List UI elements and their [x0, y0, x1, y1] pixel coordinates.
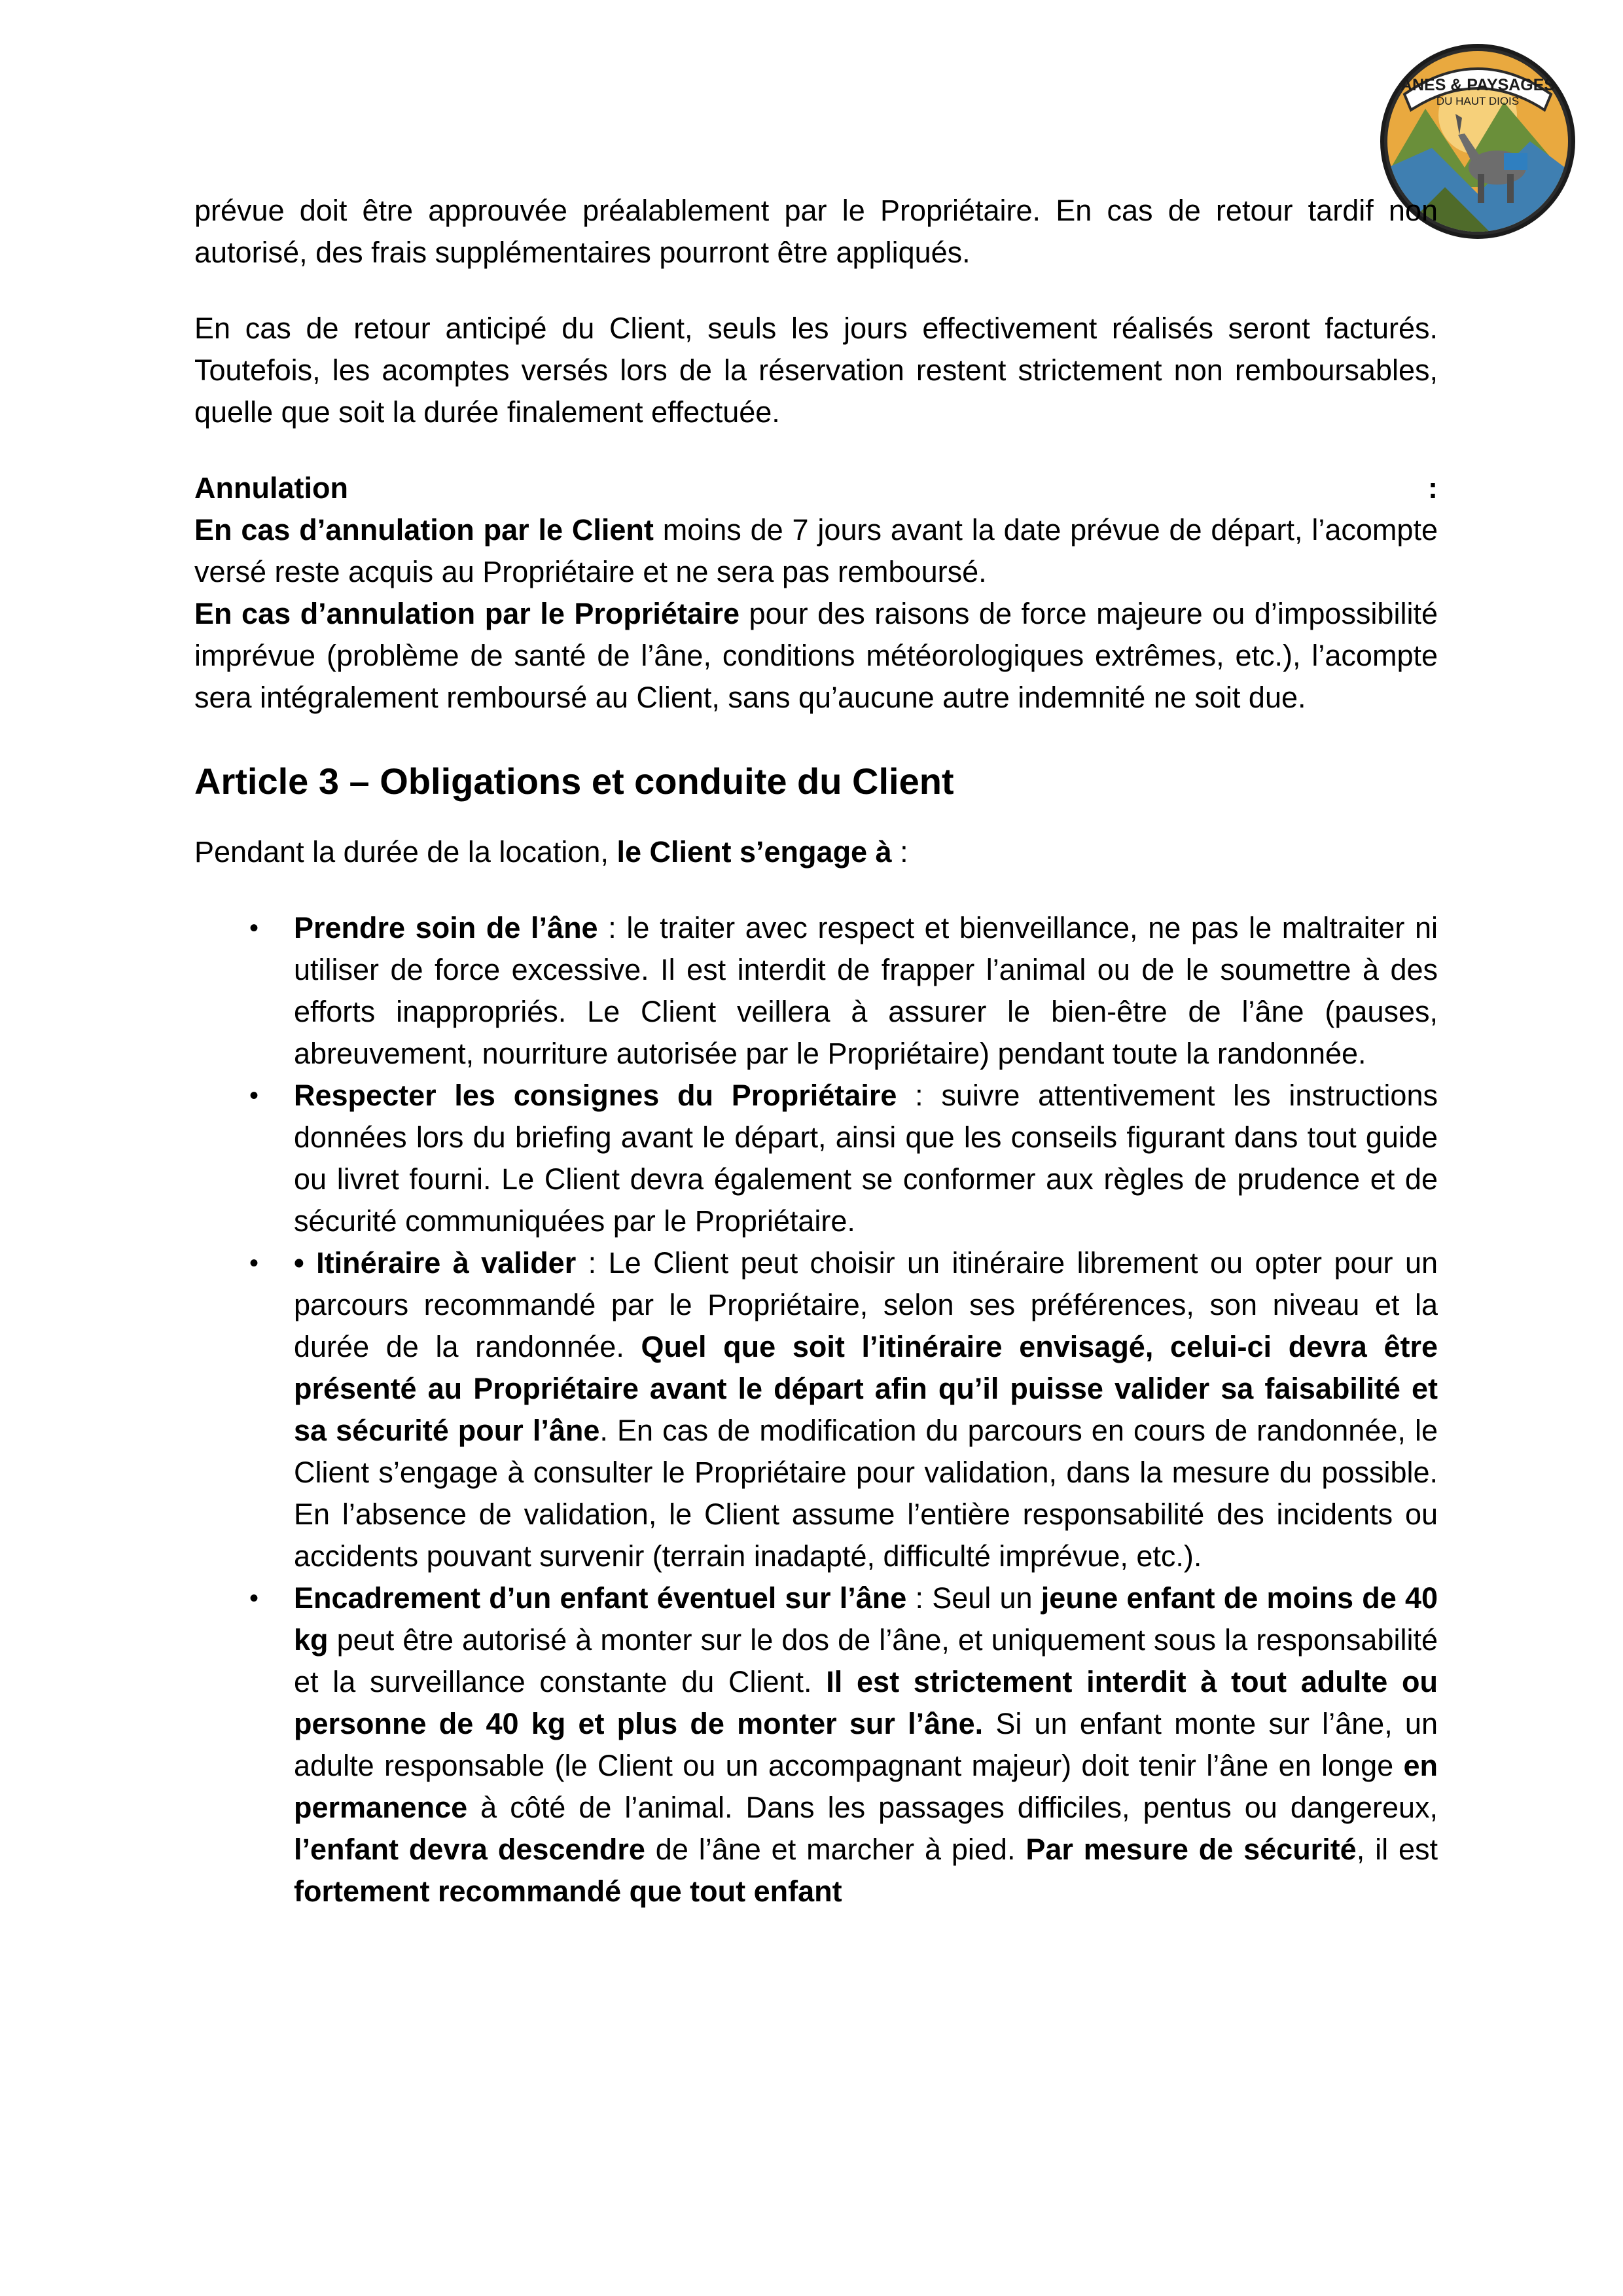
- item-text: : Le Client peut choisir un itinéraire librement ou opter pour un parcours recommandé par le Propriétaire, selon ses préférences, son niveau et la durée de la randonnée.: [294, 1246, 1438, 1363]
- item-emphasis: en permanence: [294, 1749, 1438, 1824]
- item-text: . En cas de modification du parcours en cours de randonnée, le Client s’engage à consulter le Propriétaire pour validation, dans la mesure du possible. En l’absence de validation, le Client assume l’entière responsabilité des incidents ou accidents pouvant survenir (terrain inadapté, difficulté imprévue, etc.).: [294, 1414, 1438, 1573]
- list-item: [194, 907, 1438, 1075]
- item-text: : suivre attentivement les instructions données lors du briefing avant le départ, ainsi que les conseils figurant dans tout guide ou livret fourni. Le Client devra également se conformer aux règles de prudence et de sécurité communiquées par le Propriétaire.: [294, 1079, 1438, 1238]
- item-text: de l’âne et marcher à pied.: [645, 1833, 1026, 1866]
- intro-pre: Pendant la durée de la location,: [194, 835, 617, 869]
- bullet-icon: •: [249, 1584, 259, 1613]
- item-text: peut être autorisé à monter sur le dos de l’âne, et uniquement sous la responsabilité et la surveillance constante du Client.: [294, 1623, 1438, 1698]
- item-emphasis: fortement recommandé que tout enfant: [294, 1874, 842, 1908]
- cancel-client-text: moins de 7 jours avant la date prévue de départ, l’acompte versé reste acquis au Propriétaire et ne sera pas remboursé.: [194, 513, 1438, 588]
- cancel-owner-text: pour des raisons de force majeure ou d’impossibilité imprévue (problème de santé de l’âne, conditions météorologiques extrêmes, etc.), l’acompte sera intégralement remboursé au Client, sans qu’aucune autre indemnité ne soit due.: [194, 597, 1438, 714]
- annulation-heading: [194, 467, 1438, 509]
- intro-bold: le Client s’engage à: [616, 835, 892, 869]
- item-title: Encadrement d’un enfant éventuel sur l’âne: [294, 1581, 907, 1615]
- item-title: • Itinéraire à valider: [294, 1246, 577, 1280]
- document-body: [194, 190, 1438, 1912]
- item-emphasis: Par mesure de sécurité: [1026, 1833, 1357, 1866]
- logo-subtitle: DU HAUT DIOIS: [1436, 95, 1520, 107]
- cancel-client-bold: En cas d’annulation par le Client: [194, 513, 654, 547]
- article-3-intro: [194, 831, 1438, 873]
- item-emphasis: Quel que soit l’itinéraire envisagé, celui-ci devra être présenté au Propriétaire avant le départ afin qu’il puisse valider sa faisabilité et sa sécurité pour l’âne: [294, 1330, 1438, 1447]
- item-emphasis: Il est strictement interdit à tout adulte ou personne de 40 kg et plus de monter sur l’âne.: [294, 1665, 1438, 1740]
- logo-title: ANES & PAYSAGES: [1400, 76, 1556, 94]
- bullet-icon: •: [249, 1081, 259, 1110]
- list-item: [194, 1075, 1438, 1242]
- list-item: [194, 1242, 1438, 1577]
- bullet-icon: •: [249, 1249, 259, 1278]
- item-title: Prendre soin de l’âne: [294, 911, 598, 944]
- item-title: Respecter les consignes du Propriétaire: [294, 1079, 897, 1112]
- item-text: , il est: [1356, 1833, 1438, 1866]
- annulation-colon: :: [1428, 471, 1438, 505]
- bullet-icon: •: [249, 914, 259, 942]
- item-emphasis: jeune enfant de moins de 40 kg: [294, 1581, 1438, 1657]
- paragraph-cancel-client: [194, 509, 1438, 593]
- intro-post: :: [891, 835, 908, 869]
- article-3-title: Article 3 – Obligations et conduite du Client: [194, 761, 954, 802]
- obligations-list: [194, 907, 1438, 1912]
- item-text: : le traiter avec respect et bienveillance, ne pas le maltraiter ni utiliser de force excessive. Il est interdit de frapper l’animal ou de le soumettre à des efforts inappropriés. Le Client veillera à assurer le bien-être de l’âne (pauses, abreuvement, nourriture autorisée par le Propriétaire) pendant toute la randonnée.: [294, 911, 1438, 1070]
- paragraph-late-return: prévue doit être approuvée préalablement par le Propriétaire. En cas de retour tardif non autorisé, des frais supplémentaires pourront être appliqués.: [194, 194, 1438, 269]
- item-text: Si un enfant monte sur l’âne, un adulte responsable (le Client ou un accompagnant majeur) doit tenir l’âne en longe: [294, 1707, 1438, 1782]
- annulation-title: Annulation: [194, 471, 348, 505]
- paragraph-cancel-owner: [194, 593, 1438, 719]
- cancel-owner-bold: En cas d’annulation par le Propriétaire: [194, 597, 740, 630]
- item-emphasis: l’enfant devra descendre: [294, 1833, 645, 1866]
- paragraph-early-return: En cas de retour anticipé du Client, seuls les jours effectivement réalisés seront facturés. Toutefois, les acomptes versés lors de la réservation restent strictement non remboursables, quelle que soit la durée finalement effectuée.: [194, 312, 1438, 429]
- item-text: : Seul un: [906, 1581, 1041, 1615]
- item-text: à côté de l’animal. Dans les passages difficiles, pentus ou dangereux,: [467, 1791, 1438, 1824]
- list-item: [194, 1577, 1438, 1912]
